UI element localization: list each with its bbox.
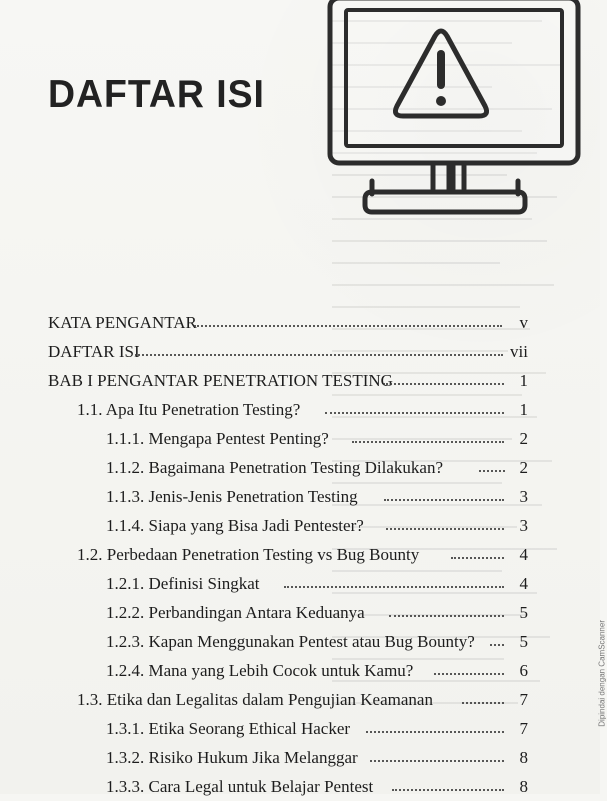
toc-page-number: 1 (519, 400, 528, 419)
warning-monitor-icon (320, 0, 582, 214)
dot-leader (325, 412, 504, 416)
toc-label: 1.1.3. Jenis-Jenis Penetration Testing (106, 487, 358, 506)
toc-page-number: 2 (519, 429, 528, 448)
toc-page-number: 1 (519, 371, 528, 390)
toc-entry (0, 453, 600, 482)
dot-leader (352, 441, 504, 445)
toc-entry (0, 685, 600, 714)
toc-page-number: 8 (519, 748, 528, 767)
toc-page-number: 3 (519, 487, 528, 506)
toc-page-number: 6 (519, 661, 528, 680)
toc-entry (0, 656, 600, 685)
toc-label: 1.3.2. Risiko Hukum Jika Melanggar (106, 748, 358, 767)
dot-leader (370, 760, 504, 764)
dot-leader (383, 383, 504, 387)
table-of-contents (0, 308, 600, 801)
toc-entry (0, 540, 600, 569)
toc-entry (0, 511, 600, 540)
dot-leader (366, 731, 504, 735)
page-title: DAFTAR ISI (48, 73, 265, 116)
toc-label: 1.2.4. Mana yang Lebih Cocok untuk Kamu? (106, 661, 414, 680)
toc-entry (0, 569, 600, 598)
toc-entry (0, 337, 600, 366)
scan-watermark: Dipindai dengan CamScanner (598, 620, 607, 727)
toc-label: 1.2.1. Definisi Singkat (106, 574, 260, 593)
toc-entry (0, 627, 600, 656)
toc-label: 1.3. Etika dan Legalitas dalam Pengujian Keamanan (77, 690, 433, 709)
toc-page-number: 7 (519, 690, 528, 709)
dot-leader (384, 499, 504, 503)
dot-leader (135, 354, 503, 358)
toc-page-number: 7 (519, 719, 528, 738)
toc-label: 1.1. Apa Itu Penetration Testing? (77, 400, 301, 419)
dot-leader (490, 644, 504, 648)
toc-label: BAB I PENGANTAR PENETRATION TESTING (48, 371, 393, 390)
toc-label: 1.1.1. Mengapa Pentest Penting? (106, 429, 329, 448)
toc-label: 1.3.1. Etika Seorang Ethical Hacker (106, 719, 351, 738)
toc-label: 1.1.4. Siapa yang Bisa Jadi Pentester? (106, 516, 364, 535)
dot-leader (451, 557, 504, 561)
toc-entry (0, 714, 600, 743)
toc-label: 1.2.2. Perbandingan Antara Keduanya (106, 603, 365, 622)
toc-label: 1.3.3. Cara Legal untuk Belajar Pentest (106, 777, 374, 796)
toc-entry (0, 482, 600, 511)
toc-page-number: 5 (519, 603, 528, 622)
toc-label: DAFTAR ISI (48, 342, 140, 361)
toc-page-number: v (519, 313, 528, 332)
toc-entry (0, 743, 600, 772)
toc-page-number: vii (510, 342, 528, 361)
toc-page-number: 4 (519, 545, 528, 564)
toc-label: 1.1.2. Bagaimana Penetration Testing Dilakukan? (106, 458, 443, 477)
toc-entry (0, 598, 600, 627)
toc-entry (0, 772, 600, 801)
dot-leader (392, 789, 504, 793)
toc-entry (0, 366, 600, 395)
toc-page-number: 8 (519, 777, 528, 796)
toc-label: 1.2.3. Kapan Menggunakan Pentest atau Bug Bounty? (106, 632, 475, 651)
dot-leader (479, 470, 505, 474)
toc-page-number: 3 (519, 516, 528, 535)
toc-entry (0, 395, 600, 424)
toc-label: 1.2. Perbedaan Penetration Testing vs Bug Bounty (77, 545, 420, 564)
dot-leader (194, 325, 502, 329)
dot-leader (386, 528, 504, 532)
toc-page-number: 4 (519, 574, 528, 593)
toc-page-number: 5 (519, 632, 528, 651)
dot-leader (434, 673, 504, 677)
toc-label: KATA PENGANTAR (48, 313, 197, 332)
dot-leader (462, 702, 504, 706)
toc-entry (0, 308, 600, 337)
toc-page-number: 2 (519, 458, 528, 477)
dot-leader (284, 586, 504, 590)
dot-leader (389, 615, 504, 619)
toc-entry (0, 424, 600, 453)
